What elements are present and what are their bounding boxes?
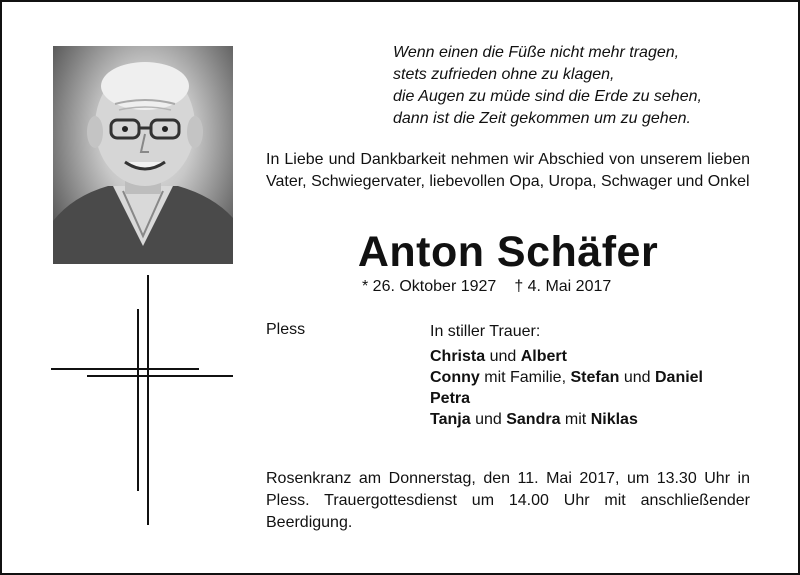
portrait-illustration [53, 46, 233, 264]
mourner-name: Petra [430, 390, 471, 407]
cross-icon [51, 275, 237, 525]
connector-text: mit [564, 411, 587, 428]
connector-text: und [489, 348, 517, 365]
mourner-line [430, 388, 703, 409]
birth-date: * 26. Oktober 1927 [362, 278, 497, 295]
farewell-intro: In Liebe und Dankbarkeit nehmen wir Abschied von unserem lieben Vater, Schwiegervater, liebevollen Opa, Uropa, Schwager und Onkel [266, 151, 750, 190]
mourner-line [430, 367, 703, 388]
mourner-name: Albert [520, 348, 567, 365]
mourner-name: Tanja [430, 411, 471, 428]
connector-text: mit Familie, [484, 369, 567, 386]
death-date: † 4. Mai 2017 [514, 278, 612, 295]
connector-text: und [623, 369, 651, 386]
connector-text: und [475, 411, 502, 428]
portrait-photo [53, 46, 233, 264]
verse-line: die Augen zu müde sind die Erde zu sehen, [393, 88, 702, 105]
life-dates [362, 278, 611, 296]
mourner-name: Christa [430, 348, 486, 365]
verse-line: dann ist die Zeit gekommen um zu gehen. [393, 110, 691, 127]
deceased-name: Anton Schäfer [357, 228, 659, 276]
mourner-line [430, 346, 703, 367]
mourner-line [430, 409, 703, 430]
mourner-name: Daniel [654, 369, 703, 386]
funeral-details: Rosenkranz am Donnerstag, den 11. Mai 2017, um 13.30 Uhr in Pless. Trauergottesdienst um 14.00 Uhr mit anschließender Beerdigung. [266, 470, 750, 531]
verse-line: stets zufrieden ohne zu klagen, [393, 66, 615, 83]
mourning-heading: In stiller Trauer: [430, 323, 541, 340]
mourner-name: Niklas [590, 411, 638, 428]
hometown: Pless [266, 321, 306, 338]
mourners-list [430, 321, 703, 430]
mourner-name: Conny [430, 369, 480, 386]
memorial-verse [393, 42, 773, 130]
mourner-name: Sandra [506, 411, 561, 428]
mourner-name: Stefan [570, 369, 620, 386]
verse-line: Wenn einen die Füße nicht mehr tragen, [393, 44, 680, 61]
